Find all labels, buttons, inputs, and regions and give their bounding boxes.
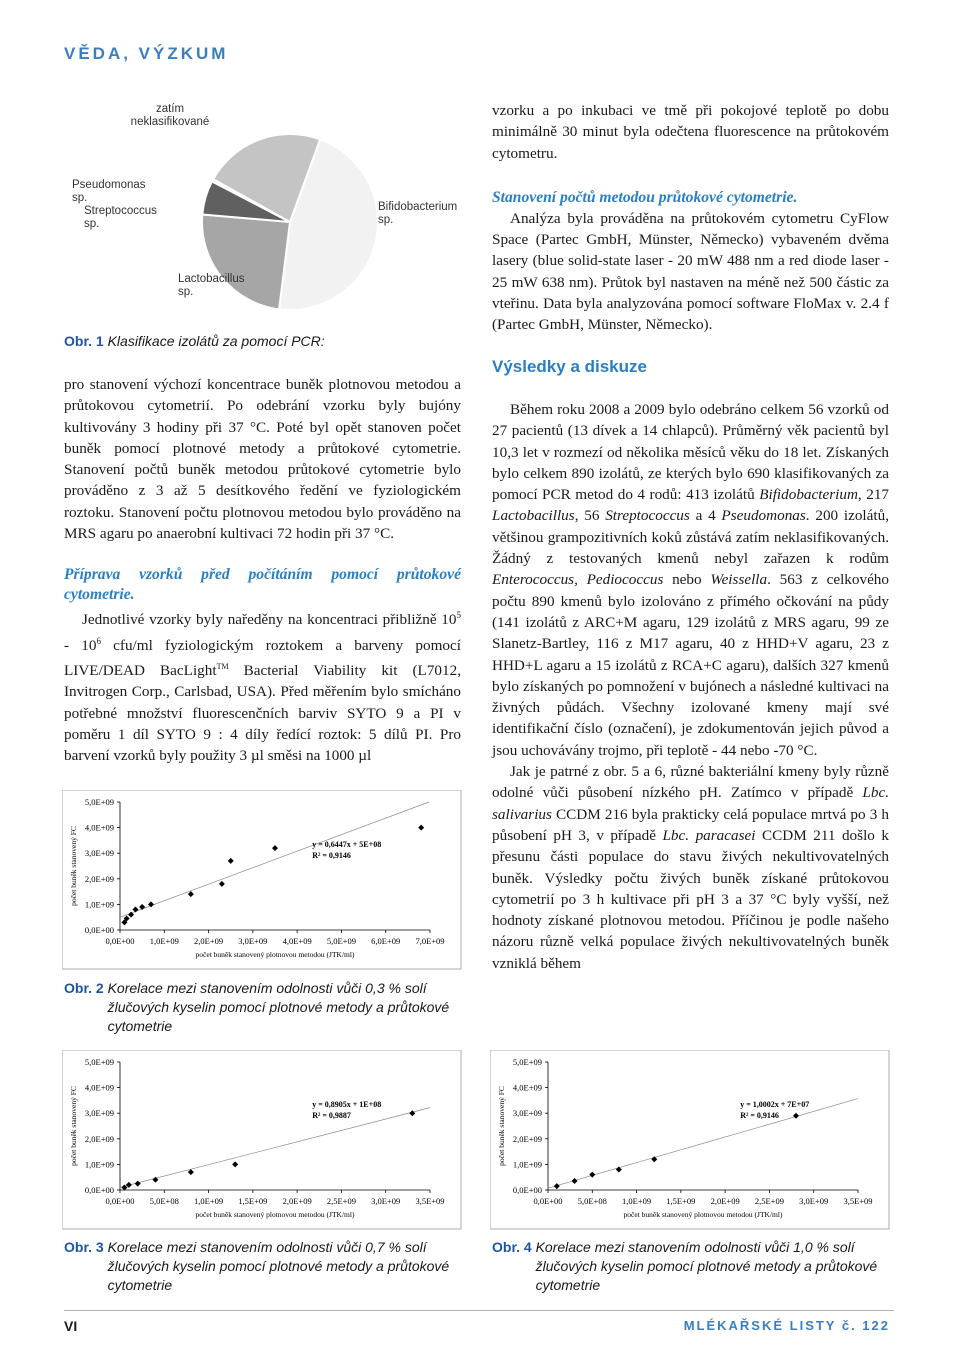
x-tick-label: 3,0E+09: [799, 1196, 829, 1206]
right-paragraph-1: Analýza byla prováděna na průtokovém cytometru CyFlow Space (Partec GmbH, Münster, Německo) vybaveném dvěma lasery (blue solid-state laser - 20 mW 488 nm a red diode laser - 25 mW 638 nm). Průtok byl nastaven na méně než 500 částic za vteřinu. Data byla analyzována pomocí software FloMax v. 2.4 f (Partec GmbH, Münster, Německo).: [492, 209, 889, 334]
fig3-caption: [64, 1238, 464, 1295]
fig2-caption-label: Obr. 2: [64, 980, 104, 996]
right-paragraph-0: vzorku a po inkubaci ve tmě při pokojové teplotě po dobu minimálně 30 minut byla odečtena fluorescence na průtokovém cytometru.: [492, 102, 889, 162]
x-tick-label: 5,0E+08: [149, 1196, 179, 1206]
y-tick-label: 2,0E+09: [84, 873, 114, 884]
page-number: VI: [64, 1318, 78, 1334]
x-tick-label: 4,0E+09: [282, 936, 312, 946]
fig3-caption-label: Obr. 3: [64, 1239, 104, 1255]
fig3-scatter-chart: [62, 1050, 462, 1230]
fig2-caption-text: Korelace mezi stanovením odolnosti vůči 0,3 % solí žlučových kyselin pomocí plotnové metody a průtokové cytometrie: [107, 980, 450, 1034]
pie-label: zatím neklasifikované: [130, 103, 210, 128]
fig4-scatter-chart: [490, 1050, 890, 1230]
y-tick-label: 4,0E+09: [84, 822, 114, 833]
journal-name: MLÉKAŘSKÉ LISTY č. 122: [683, 1318, 890, 1333]
x-tick-label: 7,0E+09: [415, 936, 445, 946]
fig3-caption-text: Korelace mezi stanovením odolnosti vůči 0,7 % solí žlučových kyselin pomocí plotnové metody a průtokové cytometrie: [107, 1239, 450, 1293]
left-paragraph-2: Jednotlivé vzorky byly naředěny na koncentraci přibližně $10^5 - 10^6$ cfu/ml fyziologickým roztokem a barveny pomocí LIVE/DEAD BacLight™ Bacterial Viability kit (L7012, Invitrogen Corp., Carlsbad, USA). Před měřením bylo smícháno potřebné množství fluorescenčních barviv SYTO 9 a PI v poměru 1 díl SYTO 9 : 4 díly ředící roztok: 5 dílů PI. Pro barvení vzorků byly použity 3 µl směsi na 1000 µl: [64, 610, 462, 765]
fig4-caption: [492, 1238, 892, 1295]
equation-label: y = 0,6447x + 5E+08: [312, 839, 382, 849]
x-tick-label: 1,0E+09: [194, 1196, 224, 1206]
x-tick-label: 0,0E+00: [105, 1196, 135, 1206]
x-tick-label: 1,5E+09: [666, 1196, 696, 1206]
y-tick-label: 5,0E+09: [84, 797, 114, 807]
x-tick-label: 1,5E+09: [238, 1196, 268, 1206]
equation-label: y = 1,0002x + 7E+07: [740, 1099, 810, 1109]
pie-label: Streptococcus sp.: [84, 205, 157, 230]
y-axis-label: počet buněk stanovený FC: [69, 1086, 78, 1166]
left-paragraph-1: pro stanovení výchozí koncentrace buněk plotnovou metodou a průtokovou cytometrií. Po odebrání vzorku byly bujóny kultivovány 3 hodiny při 37 °C. Poté byl opět stanoven počet buněk pomocí plotnové metody a průtokové cytometrie. Stanovení počtů buněk metodou průtokové cytometrie bylo prováděno z 3 až 5 desítkového ředění ve fyziologickém roztoku. Stanovení počtu plotnovou metodou bylo prováděno na MRS agaru po anaerobní kultivaci 72 hodin při 37 °C.: [64, 376, 461, 543]
x-tick-label: 0,0E+00: [105, 936, 135, 946]
y-axis-label: počet buněk stanovený FC: [497, 1086, 506, 1166]
y-tick-label: 0,0E+00: [84, 925, 114, 935]
fig1-caption-label: Obr. 1: [64, 333, 104, 349]
fig4-caption-label: Obr. 4: [492, 1239, 532, 1255]
right-column: [492, 100, 889, 974]
y-tick-label: 1,0E+09: [512, 1159, 542, 1170]
y-tick-label: 4,0E+09: [84, 1082, 114, 1093]
x-tick-label: 3,0E+09: [238, 936, 268, 946]
fig1-pie-chart: [60, 92, 470, 322]
x-tick-label: 1,0E+09: [622, 1196, 652, 1206]
y-tick-label: 3,0E+09: [84, 1108, 114, 1119]
pie-label: Pseudomonas sp.: [72, 179, 146, 204]
y-tick-label: 3,0E+09: [84, 848, 114, 859]
pie-label: Lactobacillus sp.: [178, 273, 245, 298]
y-tick-label: 0,0E+00: [84, 1185, 114, 1195]
x-tick-label: 5,0E+09: [326, 936, 356, 946]
results-heading: Výsledky a diskuze: [492, 356, 647, 376]
y-tick-label: 2,0E+09: [512, 1133, 542, 1144]
y-tick-label: 1,0E+09: [84, 1159, 114, 1170]
x-axis-label: počet buněk stanovený plotnovou metodou (JTK/ml): [195, 950, 355, 959]
y-tick-label: 0,0E+00: [512, 1185, 542, 1195]
y-tick-label: 5,0E+09: [512, 1057, 542, 1067]
y-tick-label: 1,0E+09: [84, 899, 114, 910]
y-axis-label: počet buněk stanovený FC: [69, 826, 78, 906]
r2-label: R² = 0,9887: [312, 1110, 351, 1120]
fig1-caption: [64, 332, 464, 351]
fig4-caption-text: Korelace mezi stanovením odolnosti vůči 1,0 % solí žlučových kyselin pomocí plotnové metody a průtokové cytometrie: [535, 1239, 878, 1293]
x-axis-label: počet buněk stanovený plotnovou metodou (JTK/ml): [195, 1210, 355, 1219]
x-tick-label: 6,0E+09: [371, 936, 401, 946]
x-tick-label: 3,0E+09: [371, 1196, 401, 1206]
right-subhead: Stanovení počtů metodou průtokové cytometrie.: [492, 188, 798, 206]
r2-label: R² = 0,9146: [740, 1110, 779, 1120]
x-tick-label: 3,5E+09: [415, 1196, 445, 1206]
pie-slice: [202, 215, 290, 310]
x-tick-label: 3,5E+09: [843, 1196, 873, 1206]
fig2-caption: [64, 979, 464, 1036]
y-tick-label: 5,0E+09: [84, 1057, 114, 1067]
left-column: [64, 374, 461, 767]
section-header: VĚDA, VÝZKUM: [64, 44, 229, 63]
x-tick-label: 2,0E+09: [194, 936, 224, 946]
x-tick-label: 5,0E+08: [577, 1196, 607, 1206]
left-subhead: Příprava vzorků před počítáním pomocí průtokové cytometrie.: [64, 566, 461, 604]
y-tick-label: 2,0E+09: [84, 1133, 114, 1144]
x-axis-label: počet buněk stanovený plotnovou metodou (JTK/ml): [623, 1210, 783, 1219]
x-tick-label: 2,0E+09: [710, 1196, 740, 1206]
pie-label: Bifidobacterium sp.: [378, 201, 458, 226]
x-tick-label: 2,5E+09: [754, 1196, 784, 1206]
y-tick-label: 4,0E+09: [512, 1082, 542, 1093]
r2-label: R² = 0,9146: [312, 850, 351, 860]
x-tick-label: 2,5E+09: [326, 1196, 356, 1206]
x-tick-label: 0,0E+00: [533, 1196, 563, 1206]
right-paragraph-2: Během roku 2008 a 2009 bylo odebráno celkem 56 vzorků od 27 pacientů (13 dívek a 14 chlapců). Průměrný věk pacientů byl 10,3 let v rozmezí od několika měsíců věku do 18 let. Získaných bylo celkem 890 izolátů, ze kterých bylo 690 klasifikovaných za pomocí PCR metod do 4 rodů: 413 izolátů Bifidobacterium, 217 Lactobacillus, 56 Streptococcus a 4 Pseudomonas. 200 izolátů, většinou grampozitivních koků zůstává zatím neklasifikovaných. Žádný z testovaných kmenů nebyl zařazen k rodům Enterococcus, Pediococcus nebo Weissella. 563 z celkového počtu 890 kmenů bylo izolováno z přímého očkování na půdy (141 izolátů z ARC+M agaru, 129 izolátů z MRS agaru, 99 ze Slanetz-Bartley, 116 z M17 agaru, 40 z HHD+V agaru, 23 z HHD+L agaru a 15 izolátů z RCA+C agaru), dalších 327 kmenů bylo získaných po pomnožení v bujónech a následné kultivaci na živných půdách. Všechny izolované kmeny mají své identifikační číslo (označení), je zdokumentován jejich původ a jsou uchovávány trojmo, při teplotě - 44 nebo -70 °C.: [492, 400, 890, 759]
fig2-scatter-chart: [62, 790, 462, 970]
right-paragraph-3: Jak je patrné z obr. 5 a 6, různé bakteriální kmeny byly různě odolné vůči působení nízkého pH. Zatímco v případě Lbc. salivarius CCDM 216 byla prakticky celá populace mrtvá po 3 h působení pH 3, v případě Lbc. paracasei CCDM 211 došlo k přesunu části populace do stavu živých nekultivovatelných buněk. Výsledky počtu živých buněk získané průtokovou cytometrií po 3 h kultivace při pH 3 a 37 °C byly vyšší, než hodnoty získané plotnovou metodou. Příčinou je podle našeho názoru různě velká populace živých nekultivovatelných buněk vzniklá během: [492, 763, 889, 972]
equation-label: y = 0,8905x + 1E+08: [312, 1099, 382, 1109]
fig1-caption-text: Klasifikace izolátů za pomocí PCR:: [107, 333, 325, 349]
footer-rule: [64, 1310, 894, 1311]
y-tick-label: 3,0E+09: [512, 1108, 542, 1119]
x-tick-label: 2,0E+09: [282, 1196, 312, 1206]
x-tick-label: 1,0E+09: [149, 936, 179, 946]
